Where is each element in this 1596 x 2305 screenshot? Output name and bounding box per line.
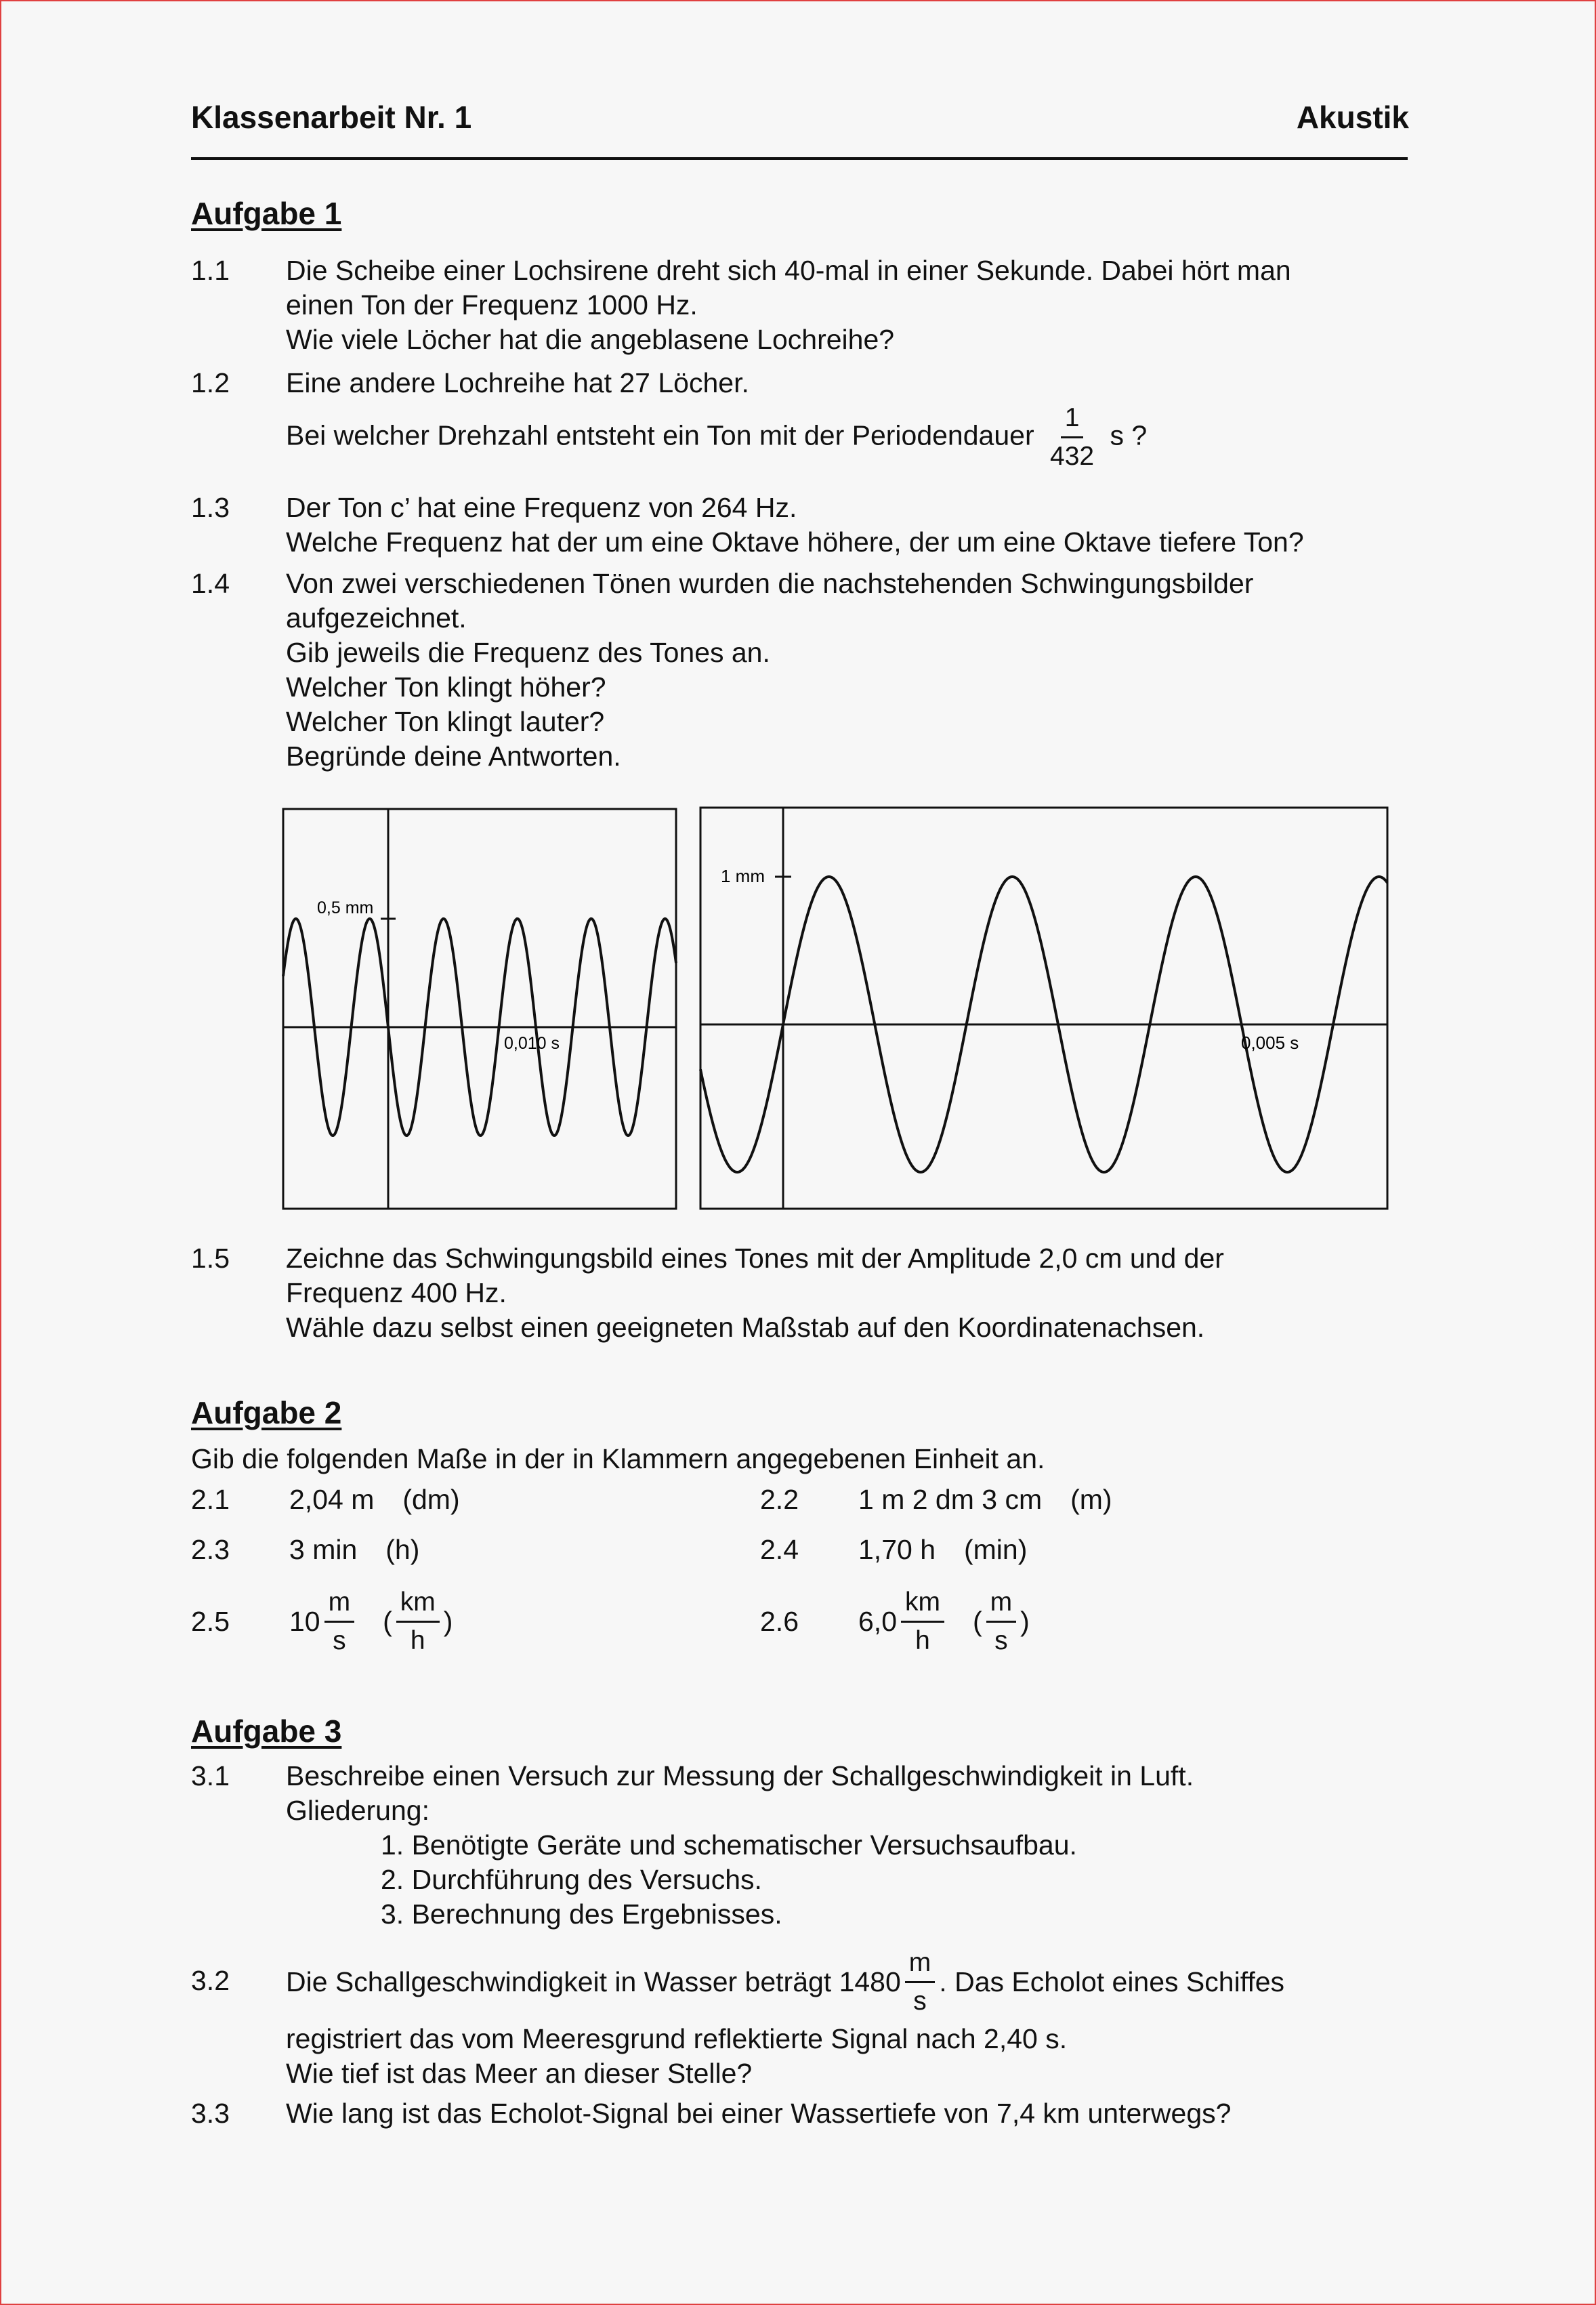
- q1-5-line: Frequenz 400 Hz.: [286, 1277, 507, 1308]
- measure-number: 2.1: [191, 1484, 230, 1515]
- q1-5-line: Zeichne das Schwingungsbild eines Tones mit der Amplitude 2,0 cm und der: [286, 1243, 1224, 1274]
- measure-value-fraction: [901, 1587, 944, 1657]
- oscillogram-right-time-label: 0,005 s: [1241, 1033, 1299, 1053]
- header-rule: [191, 157, 1408, 160]
- q3-2-line: registriert das vom Meeresgrund reflektierte Signal nach 2,40 s.: [286, 2023, 1068, 2054]
- measure-number: 2.6: [760, 1606, 799, 1637]
- measure-target-fraction: [396, 1587, 440, 1657]
- q3-3-text: Wie lang ist das Echolot-Signal bei einer Wassertiefe von 7,4 km unterwegs?: [286, 2098, 1232, 2129]
- q3-3-number: 3.3: [191, 2098, 230, 2129]
- measure-number: 2.5: [191, 1606, 230, 1637]
- oscillogram-left-frame: [283, 809, 676, 1209]
- measure-number: 2.2: [760, 1484, 799, 1515]
- measure-item: [760, 1534, 1027, 1566]
- q1-1-line: Die Scheibe einer Lochsirene dreht sich 40-mal in einer Sekunde. Dabei hört man: [286, 255, 1291, 286]
- q1-3-text: [286, 491, 1304, 560]
- measure-target-unit: (m): [1070, 1484, 1112, 1515]
- q3-1-line: Gliederung:: [286, 1795, 429, 1826]
- fraction-numerator: m: [986, 1587, 1017, 1623]
- measure-value: 10: [289, 1606, 320, 1637]
- measure-target-fraction: [986, 1587, 1017, 1657]
- q1-1-line: Wie viele Löcher hat die angeblasene Lochreihe?: [286, 324, 895, 355]
- oscillogram-left-amplitude-label: 0,5 mm: [317, 898, 374, 917]
- oscillogram-left: [282, 808, 679, 1210]
- q3-2-text: . Das Echolot eines Schiffes: [939, 1966, 1285, 1997]
- q1-2-text: Bei welcher Drehzahl entsteht ein Ton mit der Periodendauer: [286, 419, 1034, 451]
- fraction-denominator: s: [333, 1626, 346, 1655]
- fraction-denominator: h: [915, 1626, 930, 1655]
- q1-4-line: Welcher Ton klingt höher?: [286, 671, 606, 703]
- q3-1-list-item: 1. Benötigte Geräte und schematischer Versuchsaufbau.: [381, 1829, 1077, 1861]
- measure-number: 2.3: [191, 1534, 230, 1565]
- header-title: Klassenarbeit Nr. 1: [191, 100, 472, 135]
- q1-4-line: Begründe deine Antworten.: [286, 741, 621, 772]
- q1-3-line: Welche Frequenz hat der um eine Oktave höhere, der um eine Oktave tiefere Ton?: [286, 526, 1304, 558]
- q1-4-line: aufgezeichnet.: [286, 602, 467, 634]
- q1-2-line2: [286, 402, 1147, 472]
- measure-target-unit: (dm): [402, 1484, 460, 1515]
- aufgabe2-intro: Gib die folgenden Maße in der in Klammern angegebenen Einheit an.: [191, 1443, 1045, 1474]
- measure-value: 3 min: [289, 1534, 358, 1565]
- q3-1-list-item: 2. Durchführung des Versuchs.: [381, 1864, 762, 1895]
- q1-4-line: Welcher Ton klingt lauter?: [286, 706, 605, 737]
- oscillogram-right-amplitude-label: 1 mm: [721, 866, 765, 886]
- measure-number: 2.4: [760, 1534, 799, 1565]
- measure-value: 6,0: [858, 1606, 897, 1637]
- q3-1-number: 3.1: [191, 1760, 230, 1791]
- q1-4-line: Von zwei verschiedenen Tönen wurden die nachstehenden Schwingungsbilder: [286, 568, 1254, 599]
- q1-1-text: [286, 253, 1291, 357]
- oscillogram-right-frame: [700, 808, 1387, 1209]
- measure-target-unit: (min): [964, 1534, 1028, 1565]
- q3-2-line: Wie tief ist das Meer an dieser Stelle?: [286, 2058, 753, 2089]
- aufgabe1-title: Aufgabe 1: [191, 196, 342, 231]
- q1-2-line1: Eine andere Lochreihe hat 27 Löcher.: [286, 367, 749, 398]
- q3-1-text: [286, 1759, 1194, 1932]
- fraction-numerator: km: [901, 1587, 944, 1623]
- header-subject: Akustik: [1296, 100, 1409, 135]
- close-paren: ): [443, 1606, 453, 1637]
- q1-2-number: 1.2: [191, 367, 230, 398]
- oscillogram-left-time-label: 0,010 s: [504, 1034, 560, 1053]
- q3-1-line: Beschreibe einen Versuch zur Messung der Schallgeschwindigkeit in Luft.: [286, 1760, 1194, 1791]
- open-paren: (: [383, 1606, 392, 1637]
- q3-2-text: Die Schallgeschwindigkeit in Wasser beträgt 1480: [286, 1966, 901, 1997]
- q3-1-list-item: 3. Berechnung des Ergebnisses.: [381, 1898, 782, 1930]
- period-fraction-numerator: 1: [1061, 402, 1084, 438]
- q1-5-text: [286, 1241, 1224, 1345]
- measure-item: [191, 1534, 419, 1566]
- q1-3-line: Der Ton c’ hat eine Frequenz von 264 Hz.: [286, 492, 797, 523]
- fraction-numerator: m: [905, 1947, 936, 1983]
- fraction-denominator: h: [410, 1626, 425, 1655]
- measure-value-fraction: [324, 1587, 355, 1657]
- q3-2-number: 3.2: [191, 1965, 230, 1996]
- open-paren: (: [973, 1606, 982, 1637]
- q1-4-number: 1.4: [191, 568, 230, 599]
- speed-fraction: [905, 1947, 936, 2017]
- q1-1-number: 1.1: [191, 255, 230, 286]
- aufgabe2-title: Aufgabe 2: [191, 1395, 342, 1430]
- q3-2-first-line: [286, 1947, 1284, 2017]
- fraction-numerator: m: [324, 1587, 355, 1623]
- q1-1-line: einen Ton der Frequenz 1000 Hz.: [286, 289, 698, 320]
- q1-3-number: 1.3: [191, 492, 230, 523]
- q3-2-text: [286, 2022, 1067, 2091]
- q1-4-line: Gib jeweils die Frequenz des Tones an.: [286, 637, 770, 668]
- q1-4-text: [286, 566, 1253, 774]
- q1-5-number: 1.5: [191, 1243, 230, 1274]
- close-paren: ): [1020, 1606, 1030, 1637]
- measure-item: [760, 1587, 1030, 1657]
- period-unit: s ?: [1110, 419, 1148, 451]
- measure-target-unit: (h): [385, 1534, 420, 1565]
- period-fraction-denominator: 432: [1050, 442, 1095, 471]
- measure-item: [191, 1484, 460, 1516]
- measure-item: [191, 1587, 453, 1657]
- aufgabe3-title: Aufgabe 3: [191, 1714, 342, 1749]
- measure-value: 1,70 h: [858, 1534, 936, 1565]
- measure-value: 1 m 2 dm 3 cm: [858, 1484, 1043, 1515]
- fraction-denominator: s: [994, 1626, 1008, 1655]
- measure-value: 2,04 m: [289, 1484, 375, 1515]
- period-fraction: [1046, 402, 1098, 472]
- fraction-denominator: s: [913, 1987, 927, 2016]
- measure-item: [760, 1484, 1112, 1516]
- oscillogram-right: [699, 806, 1390, 1210]
- q1-5-line: Wähle dazu selbst einen geeigneten Maßstab auf den Koordinatenachsen.: [286, 1312, 1205, 1343]
- fraction-numerator: km: [396, 1587, 440, 1623]
